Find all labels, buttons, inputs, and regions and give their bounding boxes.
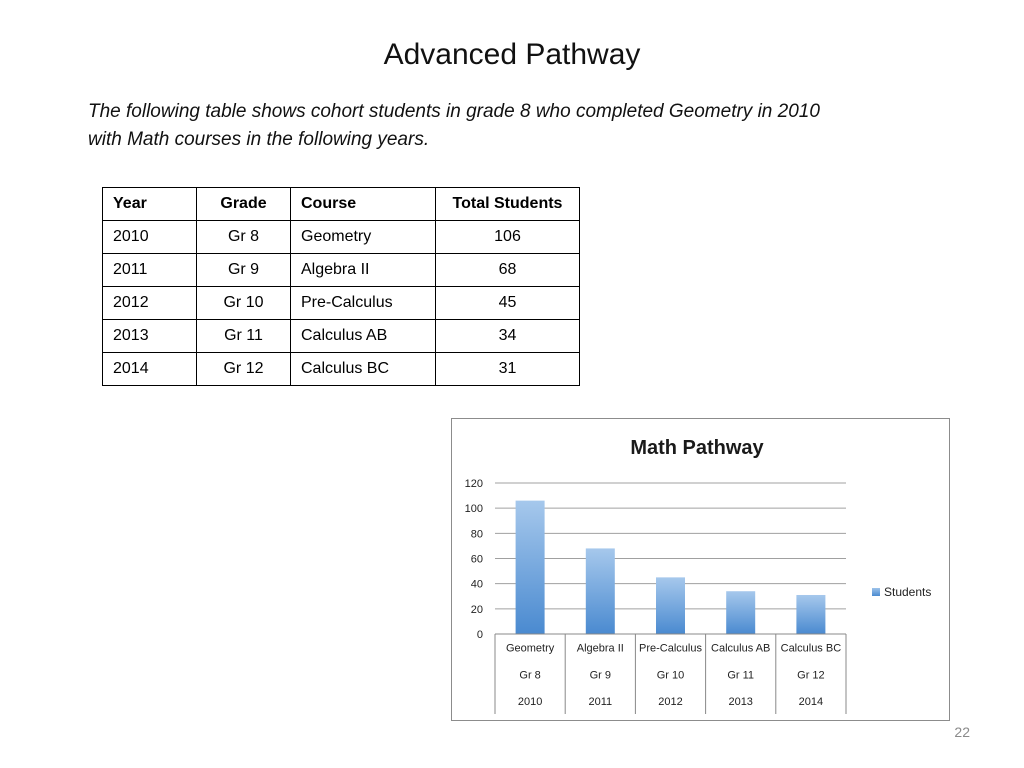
x-tick-label: Gr 10 bbox=[656, 669, 685, 682]
intro-line-2: with Math courses in the following years. bbox=[88, 129, 430, 150]
cell-total-students: 34 bbox=[436, 320, 580, 353]
math-pathway-chart bbox=[452, 419, 949, 720]
x-tick-label: Gr 12 bbox=[797, 669, 825, 682]
cell-total-students: 68 bbox=[436, 254, 580, 287]
cell-grade: Gr 8 bbox=[197, 221, 291, 254]
cell-total-students: 31 bbox=[436, 353, 580, 386]
intro-text bbox=[88, 98, 908, 154]
y-tick-label: 0 bbox=[476, 629, 483, 641]
cell-course: Pre-Calculus bbox=[291, 287, 436, 320]
table-row bbox=[103, 353, 580, 386]
table-row bbox=[103, 221, 580, 254]
chart-title: Math Pathway bbox=[630, 437, 764, 459]
x-tick-label: 2011 bbox=[588, 696, 613, 708]
y-tick-label: 60 bbox=[470, 553, 483, 566]
x-tick-label: 2010 bbox=[517, 696, 543, 708]
cell-year: 2014 bbox=[103, 353, 197, 386]
x-tick-label: 2014 bbox=[798, 696, 824, 708]
bar bbox=[516, 501, 545, 634]
header-year: Year bbox=[103, 188, 197, 221]
legend-label: Students bbox=[884, 585, 932, 599]
bar bbox=[726, 591, 755, 634]
y-tick-label: 100 bbox=[464, 503, 483, 516]
chart-frame bbox=[451, 418, 950, 721]
x-tick-label: Calculus BC bbox=[780, 642, 842, 655]
bar bbox=[586, 548, 615, 634]
table-row bbox=[103, 320, 580, 353]
y-tick-label: 40 bbox=[470, 578, 483, 591]
y-tick-label: 80 bbox=[470, 528, 483, 541]
y-tick-label: 120 bbox=[464, 478, 483, 490]
header-total-students: Total Students bbox=[436, 188, 580, 221]
cell-year: 2010 bbox=[103, 221, 197, 254]
cohort-table bbox=[102, 187, 580, 386]
cell-total-students: 45 bbox=[436, 287, 580, 320]
x-tick-label: Gr 8 bbox=[519, 669, 541, 682]
x-tick-label: Gr 9 bbox=[589, 669, 612, 682]
cell-course: Calculus BC bbox=[291, 353, 436, 386]
y-tick-label: 20 bbox=[470, 603, 483, 616]
cell-course: Geometry bbox=[291, 221, 436, 254]
intro-line-1: The following table shows cohort students in grade 8 who completed Geometry in 2010 bbox=[88, 101, 820, 122]
legend-swatch bbox=[872, 588, 880, 596]
cell-grade: Gr 10 bbox=[197, 287, 291, 320]
cell-total-students: 106 bbox=[436, 221, 580, 254]
bar bbox=[656, 577, 685, 634]
x-tick-label: 2013 bbox=[728, 696, 753, 708]
x-tick-label: Gr 11 bbox=[727, 669, 755, 682]
cell-course: Algebra II bbox=[291, 254, 436, 287]
header-course: Course bbox=[291, 188, 436, 221]
page-number: 22 bbox=[954, 724, 970, 740]
x-tick-label: Pre-Calculus bbox=[639, 642, 702, 655]
x-tick-label: 2012 bbox=[658, 696, 683, 708]
x-tick-label: Geometry bbox=[505, 642, 555, 655]
cell-year: 2012 bbox=[103, 287, 197, 320]
cell-year: 2013 bbox=[103, 320, 197, 353]
header-grade: Grade bbox=[197, 188, 291, 221]
cell-grade: Gr 11 bbox=[197, 320, 291, 353]
table-row bbox=[103, 254, 580, 287]
table-row bbox=[103, 287, 580, 320]
cell-grade: Gr 9 bbox=[197, 254, 291, 287]
cell-course: Calculus AB bbox=[291, 320, 436, 353]
cell-year: 2011 bbox=[103, 254, 197, 287]
cell-grade: Gr 12 bbox=[197, 353, 291, 386]
slide-title: Advanced Pathway bbox=[383, 38, 641, 71]
x-tick-label: Calculus AB bbox=[711, 642, 771, 655]
table-header-row bbox=[103, 188, 580, 221]
bar bbox=[796, 595, 825, 634]
chart-legend bbox=[872, 585, 931, 599]
x-tick-label: Algebra II bbox=[576, 642, 624, 655]
